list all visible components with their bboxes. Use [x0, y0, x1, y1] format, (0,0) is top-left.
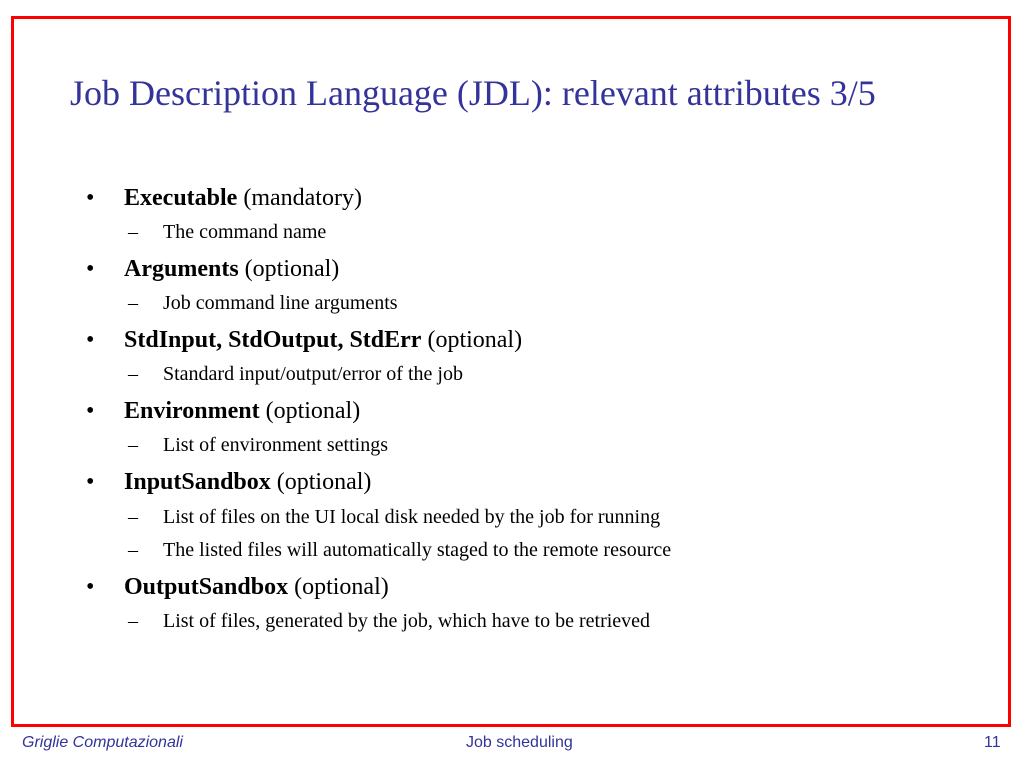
sub-item: Job command line arguments	[163, 292, 398, 314]
sub-item: List of files, generated by the job, which have to be retrieved	[163, 610, 651, 632]
bullet-icon: •	[86, 327, 95, 353]
attribute-name: OutputSandbox	[124, 574, 289, 600]
attribute-qualifier: (optional)	[238, 256, 340, 282]
attribute-name: Arguments	[124, 256, 239, 282]
bullet-item-environment	[124, 397, 360, 425]
dash-icon: –	[128, 221, 138, 243]
attribute-name: InputSandbox	[124, 469, 271, 495]
footer-section-title: Job scheduling	[466, 734, 573, 751]
attribute-qualifier: (mandatory)	[237, 185, 362, 211]
footer-course-name: Griglie Computazionali	[22, 734, 183, 751]
attribute-qualifier: (optional)	[421, 327, 523, 353]
bullet-icon: •	[86, 574, 95, 600]
attribute-name: Executable	[124, 185, 238, 211]
sub-item: The command name	[163, 221, 327, 243]
bullet-item-output-sandbox	[124, 573, 389, 601]
bullet-icon: •	[86, 469, 95, 495]
bullet-item-executable	[124, 184, 362, 212]
bullet-item-input-sandbox	[124, 468, 371, 496]
attribute-name: StdInput, StdOutput, StdErr	[124, 327, 422, 353]
bullet-icon: •	[86, 398, 95, 424]
dash-icon: –	[128, 539, 138, 561]
bullet-item-std-streams	[124, 326, 522, 354]
dash-icon: –	[128, 292, 138, 314]
bullet-item-arguments	[124, 255, 339, 283]
dash-icon: –	[128, 434, 138, 456]
page-number: 11	[984, 734, 1001, 751]
sub-item: List of files on the UI local disk needed by the job for running	[163, 506, 661, 528]
bullet-icon: •	[86, 256, 95, 282]
attribute-qualifier: (optional)	[270, 469, 372, 495]
dash-icon: –	[128, 506, 138, 528]
dash-icon: –	[128, 363, 138, 385]
bullet-icon: •	[86, 185, 95, 211]
sub-item: The listed files will automatically staged to the remote resource	[163, 539, 672, 561]
sub-item: List of environment settings	[163, 434, 388, 456]
attribute-name: Environment	[124, 398, 260, 424]
sub-item: Standard input/output/error of the job	[163, 363, 463, 385]
attribute-qualifier: (optional)	[259, 398, 361, 424]
dash-icon: –	[128, 610, 138, 632]
slide-title: Job Description Language (JDL): relevant attributes 3/5	[70, 73, 876, 113]
attribute-qualifier: (optional)	[288, 574, 389, 600]
